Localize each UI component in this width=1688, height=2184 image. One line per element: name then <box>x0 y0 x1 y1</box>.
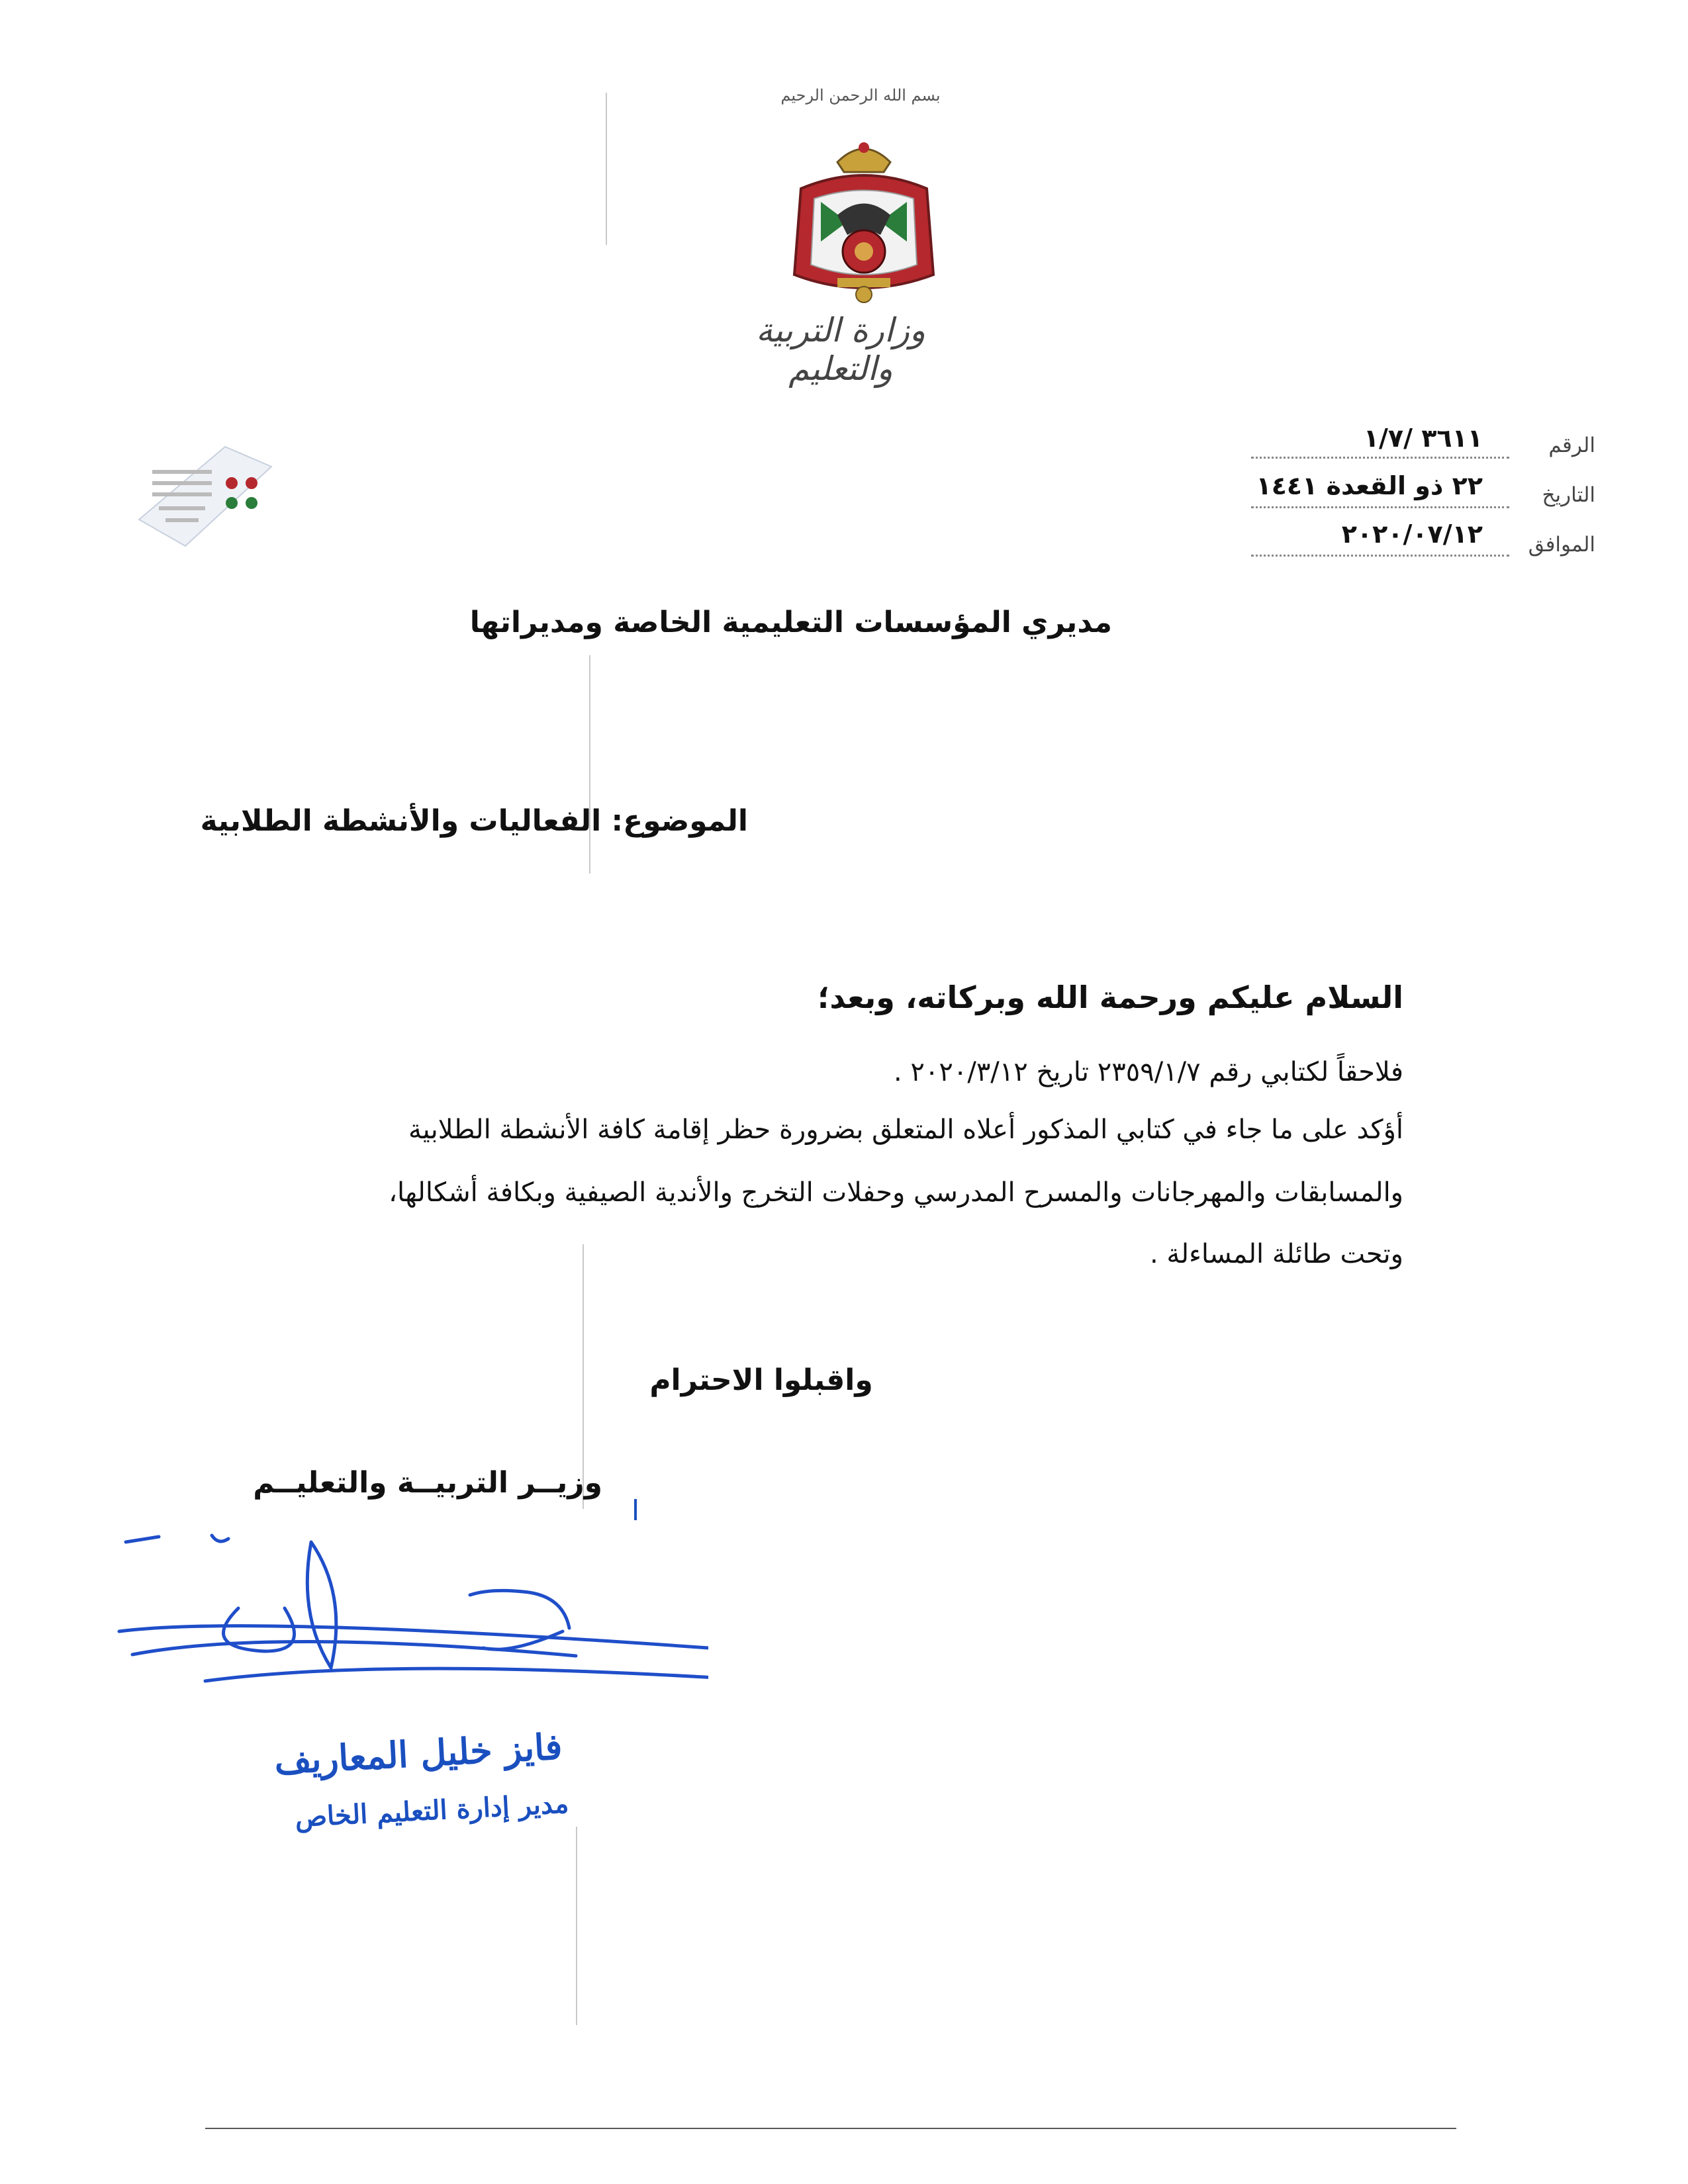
date-value: ٢٢ ذو القعدة ١٤٤١ <box>1256 471 1483 500</box>
coat-of-arms-icon <box>774 136 953 308</box>
minister-title: وزيــر التربيــة والتعليــم <box>253 1466 602 1500</box>
recipient: مديري المؤسسات التعليمية الخاصة ومديراتها <box>469 606 1112 639</box>
body-paragraph: فلاحقاً لكتابي رقم ٢٣٥٩/١/٧ تاريخ ٢٠٢٠/٣/١٢ . <box>893 1057 1403 1087</box>
reference-number-label: الرقم <box>1548 433 1595 457</box>
dotted-line <box>1251 555 1509 557</box>
corresponding-date-value: ٢٠٢٠/٠٧/١٢ <box>1341 520 1483 549</box>
corresponding-date-label: الموافق <box>1528 533 1595 557</box>
dotted-line <box>1251 506 1509 508</box>
closing-phrase: واقبلوا الاحترام <box>649 1363 873 1397</box>
body-paragraph: وتحت طائلة المساءلة . <box>1150 1239 1403 1269</box>
basmala: بسم الله الرحمن الرحيم <box>780 86 941 105</box>
body-paragraph: والمسابقات والمهرجانات والمسرح المدرسي وحفلات التخرج والأندية الصيفية وبكافة أشكالها، <box>389 1177 1403 1208</box>
date-label: التاريخ <box>1542 483 1595 507</box>
handwritten-signature <box>113 1516 708 1734</box>
body-paragraph: أؤكد على ما جاء في كتابي المذكور أعلاه المتعلق بضرورة حظر إقامة كافة الأنشطة الطلابية <box>408 1115 1403 1145</box>
greeting: السلام عليكم ورحمة الله وبركاته، وبعد؛ <box>818 979 1403 1015</box>
signer-name: فايز خليل المعاريف <box>273 1725 563 1783</box>
scan-fold-line <box>606 93 607 245</box>
subject: الموضوع: الفعاليات والأنشطة الطلابية <box>200 804 748 838</box>
ministry-header: وزارة التربية والتعليم <box>755 311 926 388</box>
dotted-line <box>1251 457 1509 459</box>
reference-number-value: ٣٦١١ /١/٧ <box>1363 424 1483 453</box>
award-stamp-icon <box>126 440 285 559</box>
signer-title: مدير إدارة التعليم الخاص <box>294 1788 570 1834</box>
scan-fold-line <box>576 1827 577 2025</box>
footer-rule <box>205 2128 1456 2129</box>
